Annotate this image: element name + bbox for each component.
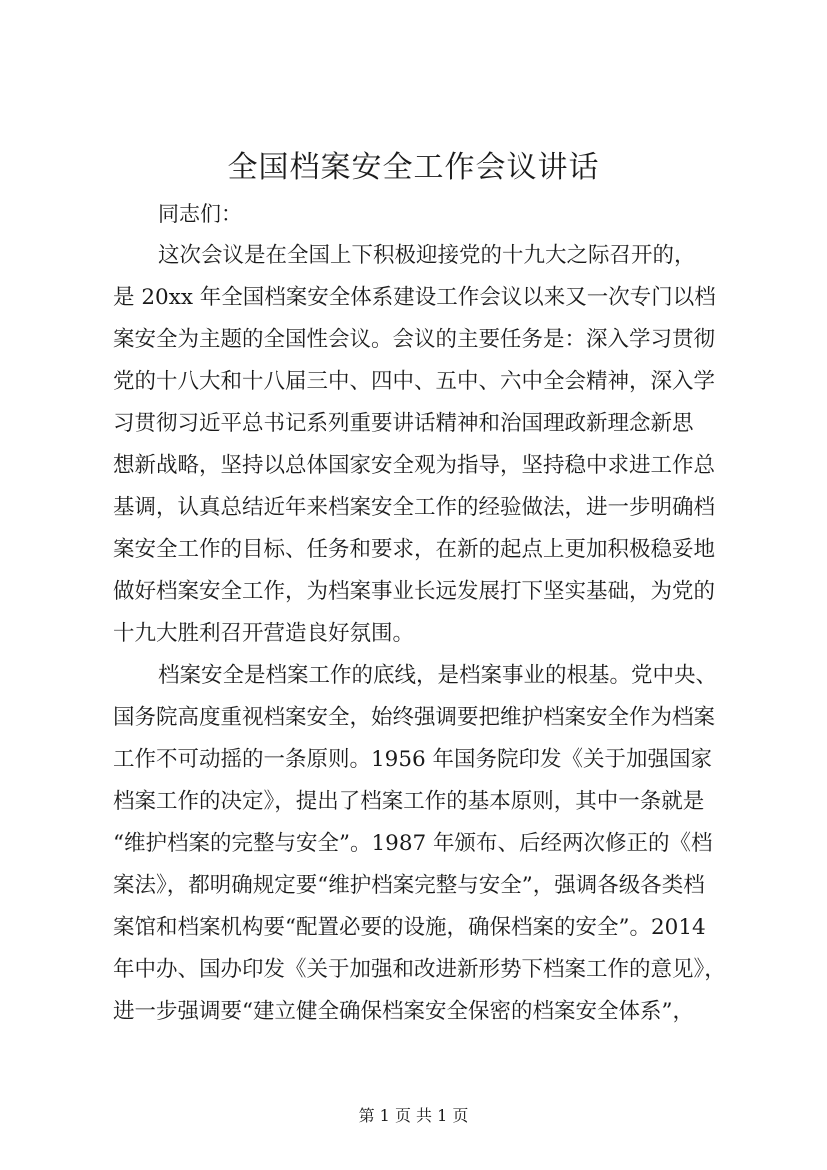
text-line: 做好档案安全工作，为档案事业长远发展打下坚实基础，为党的	[113, 579, 716, 604]
text-line: 习贯彻习近平总书记系列重要讲话精神和治国理政新理念新思	[113, 411, 694, 436]
text-line: 党的十八大和十八届三中、四中、五中、六中全会精神，深入学	[113, 369, 716, 394]
document-title: 全国档案安全工作会议讲话	[227, 150, 600, 185]
text-line: 是 20xx 年全国档案安全体系建设工作会议以来又一次专门以档	[113, 285, 716, 310]
text-line: 档案安全是档案工作的底线，是档案事业的根基。党中央、	[158, 663, 718, 688]
text-line: 工作不可动摇的一条原则。1956 年国务院印发《关于加强国家	[113, 747, 713, 772]
page-footer: 第 1 页 共 1 页	[358, 1106, 469, 1125]
text-line: 基调，认真总结近年来档案安全工作的经验做法，进一步明确档	[113, 495, 716, 520]
text-line: 十九大胜利召开营造良好氛围。	[113, 621, 415, 646]
text-line: 年中办、国办印发《关于加强和改进新形势下档案工作的意见》，	[113, 957, 726, 982]
text-line: 档案工作的决定》，提出了档案工作的基本原则，其中一条就是	[113, 789, 705, 814]
text-line: 案法》，都明确规定要“维护档案完整与安全”，强调各级各类档	[113, 873, 705, 898]
text-line: 案安全工作的目标、任务和要求，在新的起点上更加积极稳妥地	[113, 537, 716, 562]
text-line: 案安全为主题的全国性会议。会议的主要任务是：深入学习贯彻	[113, 327, 716, 352]
text-line: “维护档案的完整与安全”。1987 年颁布、后经两次修正的《档	[113, 831, 713, 856]
text-line: 进一步强调要“建立健全确保档案安全保密的档案安全体系”，	[113, 999, 694, 1024]
text-line: 想新战略，坚持以总体国家安全观为指导，坚持稳中求进工作总	[113, 453, 716, 478]
text-line: 案馆和档案机构要“配置必要的设施，确保档案的安全”。2014	[113, 915, 706, 940]
text-line: 国务院高度重视档案安全，始终强调要把维护档案安全作为档案	[113, 705, 716, 730]
salutation: 同志们：	[158, 202, 242, 226]
text-line: 这次会议是在全国上下积极迎接党的十九大之际召开的，	[158, 243, 696, 268]
